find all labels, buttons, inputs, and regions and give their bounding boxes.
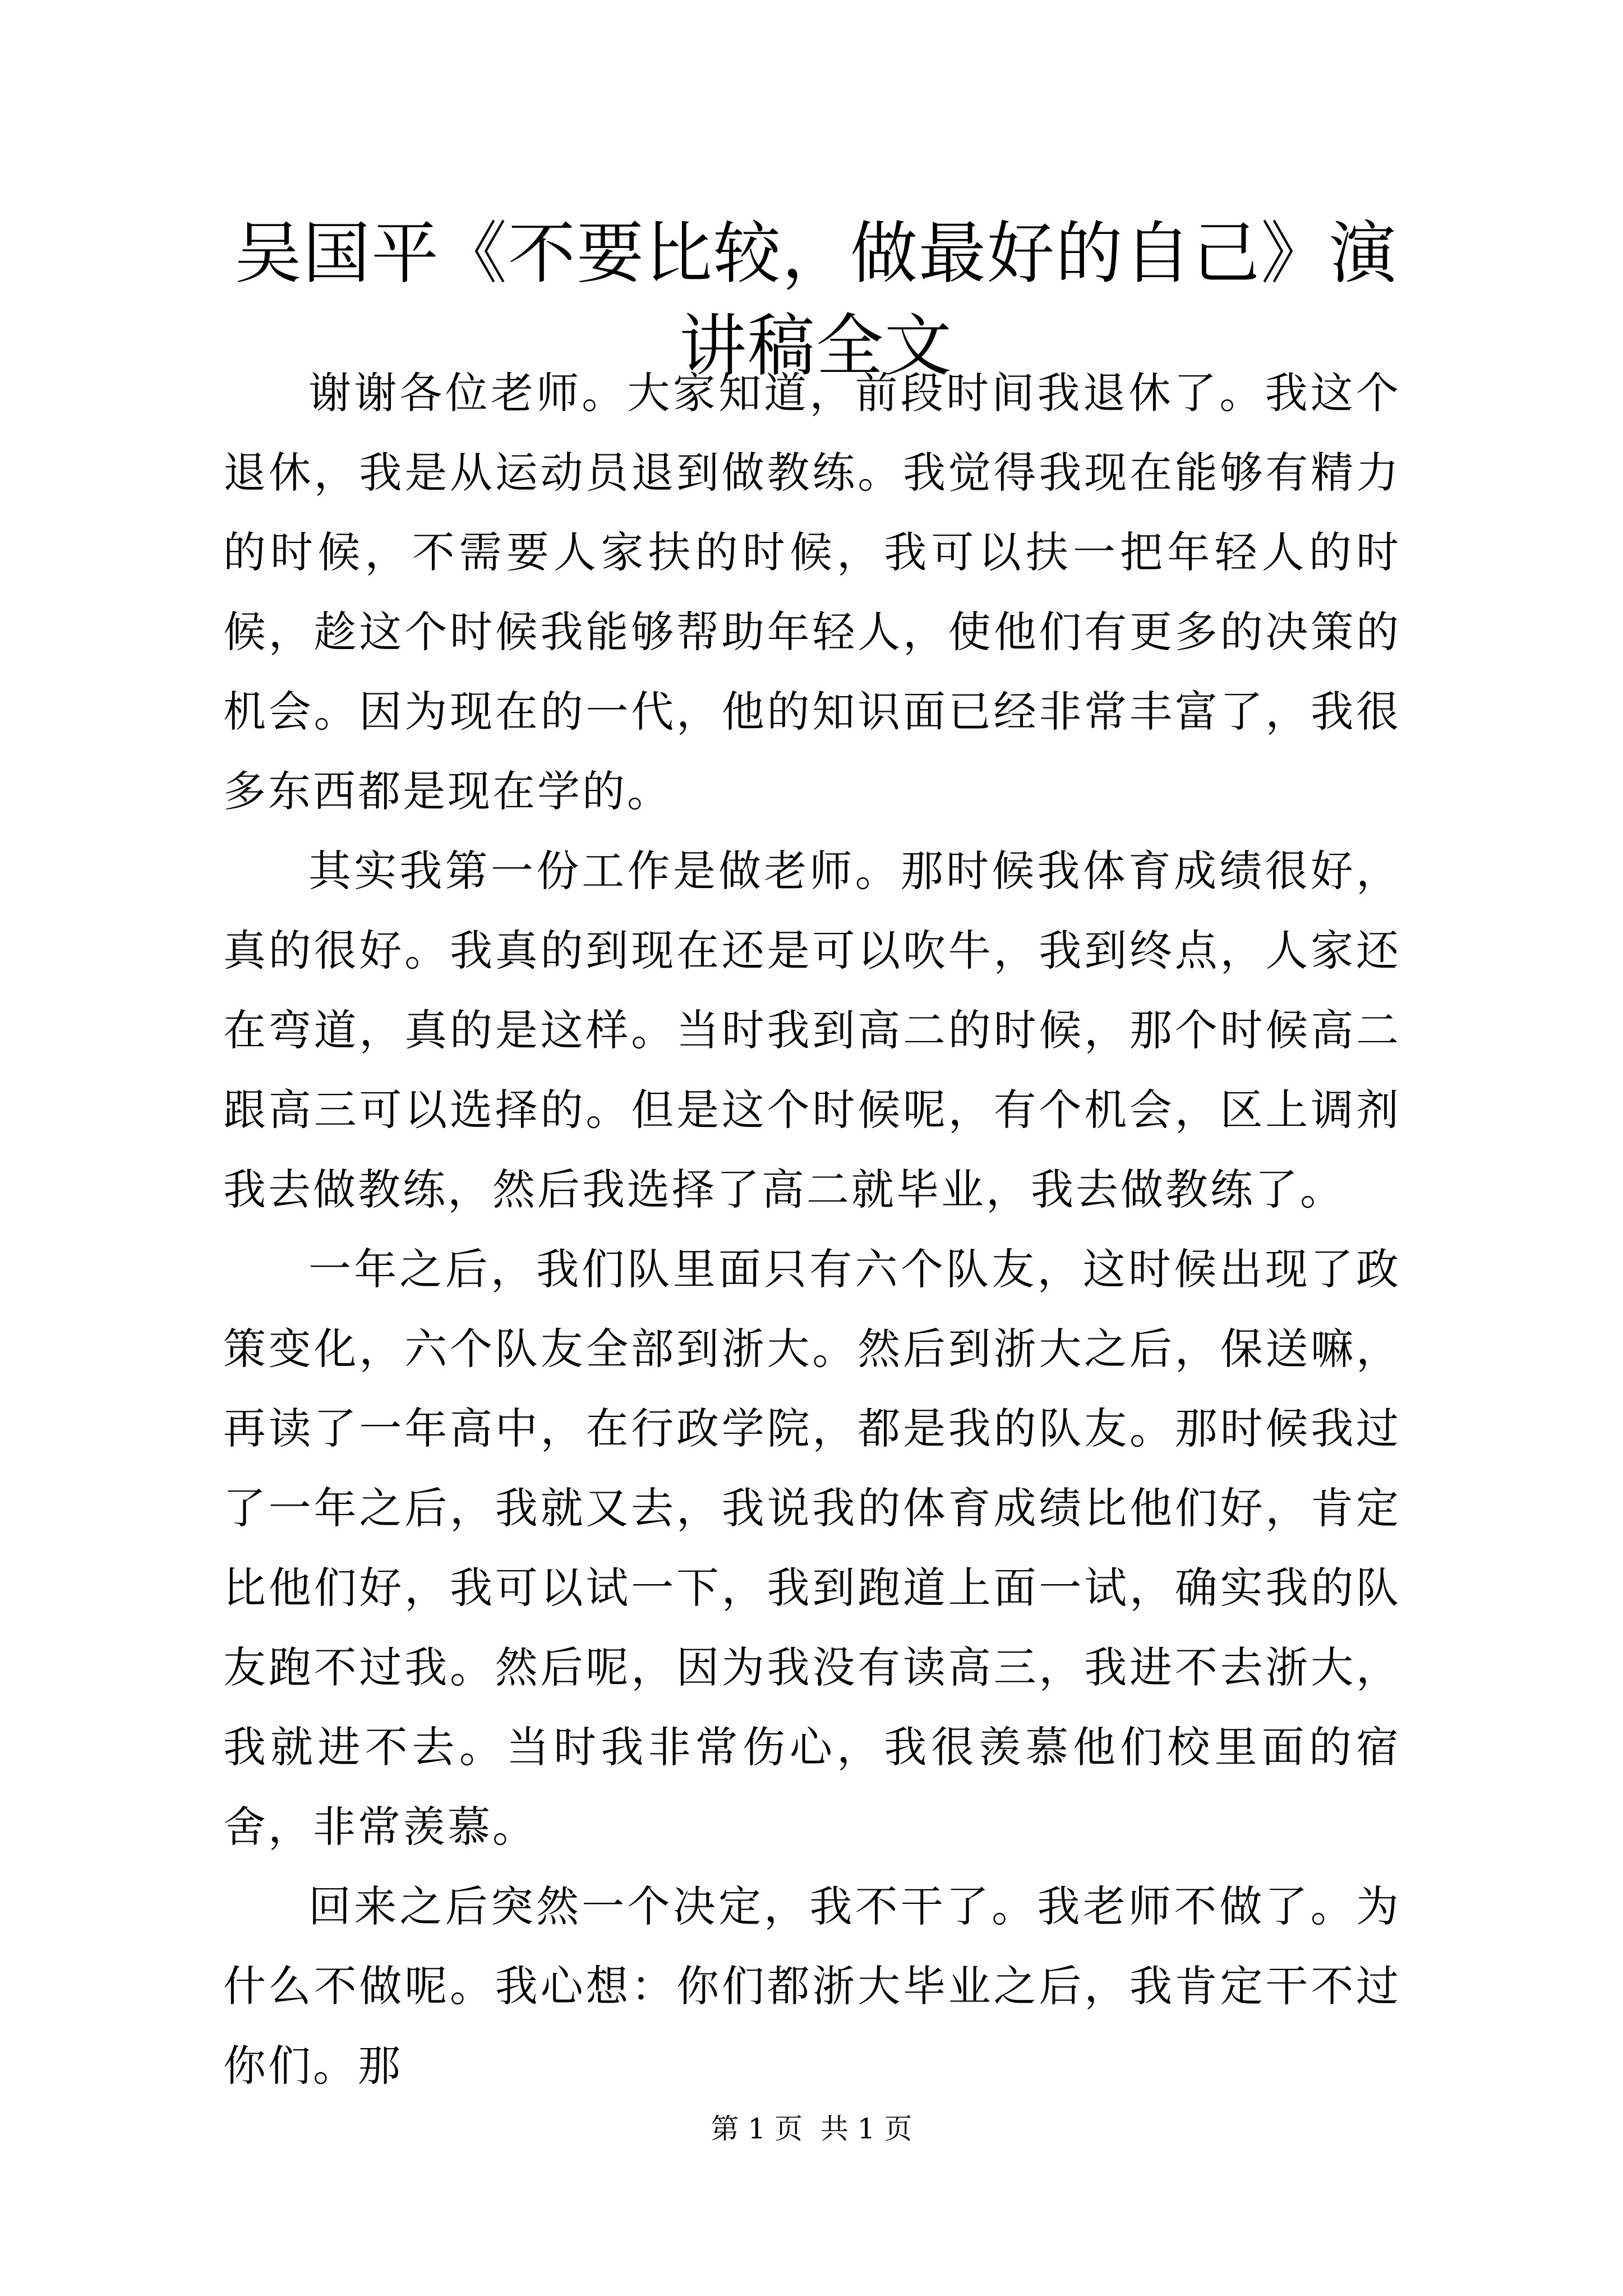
page-footer: [0, 2109, 1623, 2148]
document-body: [223, 353, 1401, 2106]
paragraph-2: 其实我第一份工作是做老师。那时候我体育成绩很好，真的很好。我真的到现在还是可以吹牛，我到终点，人家还在弯道，真的是这样。当时我到高二的时候，那个时候高二跟高三可以选择的。但是这个时候呢，有个机会，区上调剂我去做教练，然后我选择了高二就毕业，我去做教练了。: [223, 846, 1401, 1214]
paragraph-3: 一年之后，我们队里面只有六个队友，这时候出现了政策变化，六个队友全部到浙大。然后到浙大之后，保送嘛，再读了一年高中，在行政学院，都是我的队友。那时候我过了一年之后，我就又去，我说我的体育成绩比他们好，肯定比他们好，我可以试一下，我到跑道上面一试，确实我的队友跑不过我。然后呢，因为我没有读高三，我进不去浙大，我就进不去。当时我非常伤心，我很羡慕他们校里面的宿舍，非常羡慕。: [223, 1244, 1401, 1852]
page-number-label: 第 1 页 共 1 页: [711, 2113, 912, 2145]
paragraph-1: 谢谢各位老师。大家知道，前段时间我退休了。我这个退休，我是从运动员退到做教练。我觉得我现在能够有精力的时候，不需要人家扶的时候，我可以扶一把年轻人的时候，趁这个时候我能够帮助年轻人，使他们有更多的决策的机会。因为现在的一代，他的知识面已经非常丰富了，我很多东西都是现在学的。: [223, 368, 1401, 816]
paragraph-4: 回来之后突然一个决定，我不干了。我老师不做了。为什么不做呢。我心想：你们都浙大毕业之后，我肯定干不过你们。那: [223, 1881, 1401, 2091]
document-title: 吴国平《不要比较，做最好的自己》演讲稿全文: [234, 215, 1398, 385]
